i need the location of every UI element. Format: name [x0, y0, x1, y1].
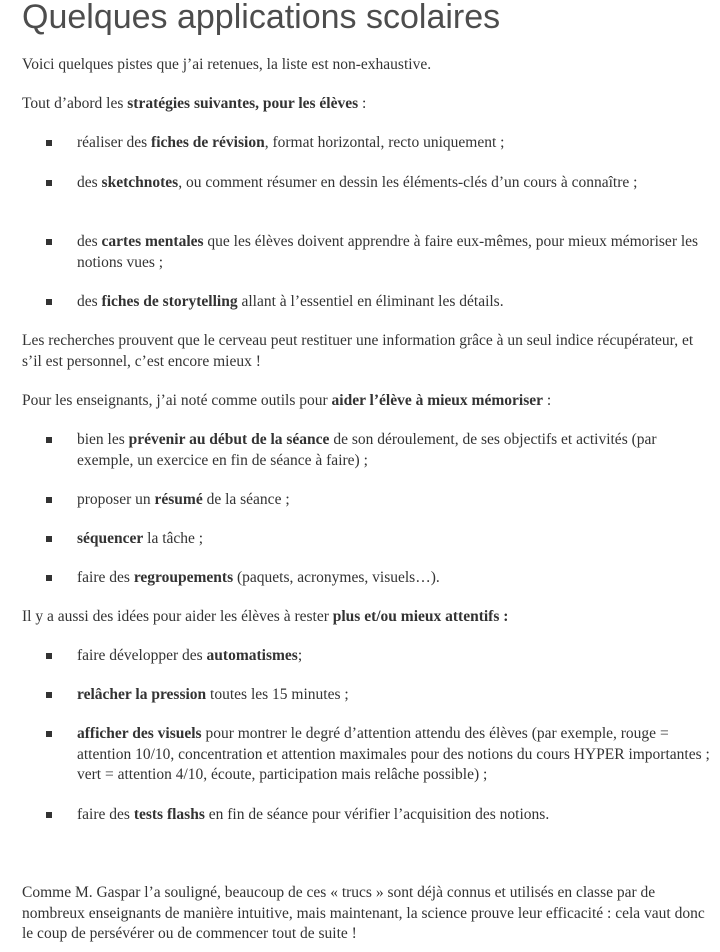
list-item-text: faire des [77, 569, 134, 586]
list-item-text: des [77, 233, 102, 250]
bullet-icon [46, 140, 52, 146]
list-item-text: faire des [77, 806, 134, 823]
bullet-icon [46, 692, 52, 698]
list-item-text: ; [297, 647, 303, 664]
list-item-emphasis: tests flashs [133, 806, 205, 823]
list-item [77, 805, 713, 826]
bullet-icon [46, 536, 52, 542]
teachers-intro-paragraph [22, 391, 714, 412]
list-item-text: pour montrer le degré d’attention attendu des élèves (par exemple, rouge = attention 10/10, concentration et attention maximales pour des notions du cours HYPER importantes ; vert = attention 4/10, écoute, participation mais relâche possible) ; [77, 725, 710, 783]
list-item-emphasis: fiches de révision [151, 134, 265, 151]
list-item-text: en fin de séance pour vérifier l’acquisition des notions. [204, 806, 550, 823]
list-item-text: de son déroulement, de ses objectifs et activités (par exemple, un exercice en fin de séance à faire) ; [77, 431, 657, 469]
teachers-intro-emphasis: aider l’élève à mieux mémoriser [331, 392, 543, 409]
list-item [77, 173, 713, 194]
list-item [77, 292, 713, 313]
list-item-emphasis: regroupements [133, 569, 234, 586]
students-intro-text: Tout d’abord les [22, 95, 128, 112]
bullet-icon [46, 575, 52, 581]
list-item-emphasis: sketchnotes [101, 174, 179, 191]
students-intro-suffix: : [358, 95, 367, 112]
list-item-text: , format horizontal, recto uniquement ; [264, 134, 505, 151]
list-item [77, 646, 713, 667]
attention-intro-emphasis: plus et/ou mieux attentifs : [332, 608, 509, 625]
list-item-text: des [77, 293, 102, 310]
teachers-intro-text: Pour les enseignants, j’ai noté comme outils pour [22, 392, 332, 409]
students-intro-emphasis: stratégies suivantes, pour les élèves [127, 95, 359, 112]
teachers-intro-suffix: : [542, 392, 552, 409]
page-title: Quelques applications scolaires [22, 0, 501, 36]
list-item [77, 568, 713, 589]
list-item-emphasis: prévenir au début de la séance [128, 431, 330, 448]
conclusion-paragraph: Comme M. Gaspar l’a souligné, beaucoup de ces « trucs » sont déjà connus et utilisés en classe par de nombreux enseignants de manière intuitive, mais maintenant, la science prouve leur efficacité : cela vaut donc le coup de persévérer ou de commencer tout de suite ! [22, 884, 705, 942]
list-item [77, 685, 713, 706]
list-item-text: (paquets, acronymes, visuels…). [233, 569, 440, 586]
list-item-emphasis: afficher des visuels [77, 725, 202, 742]
list-item [77, 133, 713, 154]
list-item-text: la tâche ; [143, 530, 204, 547]
list-item-emphasis: automatismes [206, 647, 298, 664]
attention-intro-text: Il y a aussi des idées pour aider les élèves à rester [22, 608, 333, 625]
bullet-icon [46, 731, 52, 737]
list-item [77, 724, 713, 786]
list-item-text: réaliser des [77, 134, 152, 151]
list-item-text: allant à l’essentiel en éliminant les détails. [237, 293, 504, 310]
list-item-text: proposer un [77, 491, 155, 508]
list-item-text: de la séance ; [202, 491, 290, 508]
bullet-icon [46, 239, 52, 245]
bullet-icon [46, 299, 52, 305]
list-item-text: que les élèves doivent apprendre à faire eux-mêmes, pour mieux mémoriser les notions vues ; [77, 233, 699, 271]
list-item [77, 529, 713, 550]
bullet-icon [46, 437, 52, 443]
list-item-text: des [77, 174, 102, 191]
list-item-emphasis: fiches de storytelling [101, 293, 238, 310]
list-item-emphasis: cartes mentales [101, 233, 204, 250]
bullet-icon [46, 497, 52, 503]
students-intro-paragraph [22, 94, 714, 115]
list-item-text: faire développer des [77, 647, 207, 664]
intro-paragraph: Voici quelques pistes que j’ai retenues, la liste est non-exhaustive. [22, 56, 432, 73]
research-paragraph: Les recherches prouvent que le cerveau peut restituer une information grâce à un seul indice récupérateur, et s’il est personnel, c’est encore mieux ! [22, 332, 694, 370]
list-item [77, 490, 713, 511]
list-item-emphasis: séquencer [77, 530, 144, 547]
bullet-icon [46, 812, 52, 818]
list-item-text: , ou comment résumer en dessin les éléments-clés d’un cours à connaître ; [178, 174, 638, 191]
list-item-emphasis: résumé [154, 491, 203, 508]
list-item [77, 232, 713, 273]
attention-intro-paragraph [22, 607, 714, 628]
list-item-emphasis: relâcher la pression [77, 686, 207, 703]
bullet-icon [46, 653, 52, 659]
list-item-text: bien les [77, 431, 129, 448]
bullet-icon [46, 180, 52, 186]
list-item-text: toutes les 15 minutes ; [206, 686, 349, 703]
list-item [77, 430, 713, 471]
